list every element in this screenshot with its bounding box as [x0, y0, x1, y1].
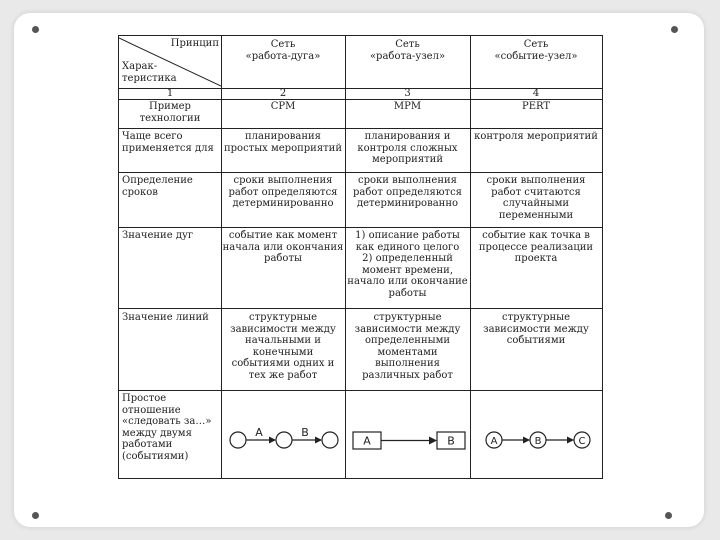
- diagram-activity-on-node: [345, 390, 470, 478]
- arc-label-b: B: [301, 426, 309, 439]
- arrow-head-icon: [429, 437, 437, 445]
- row-example-label: Пример технологии: [139, 101, 201, 124]
- row-arcs-label: Значение дуг: [122, 230, 194, 241]
- comparison-table: [118, 35, 603, 479]
- arc-label-a: A: [255, 426, 263, 439]
- arrow-head-icon: [315, 437, 322, 444]
- row-timing-c3: сроки выполнения работ считаются случайными переменными: [486, 175, 586, 221]
- arrow-head-icon: [269, 437, 276, 444]
- row-timing-c1: сроки выполнения работ определяются детерминированно: [228, 175, 338, 209]
- row-usage-c3: контроля мероприятий: [474, 131, 598, 142]
- row-example-c1: CPM: [270, 101, 296, 112]
- corner-dot-bottom-left-icon: [32, 512, 39, 519]
- row-usage-c1: планирования простых мероприятий: [223, 131, 343, 154]
- row-arcs-c1: событие как момент начала или окончания работы: [222, 230, 344, 264]
- col2-title: Сеть «работа-узел»: [369, 39, 446, 62]
- col-number-1: 1: [166, 88, 174, 99]
- row-example-c2: MPM: [393, 101, 422, 112]
- event-node: [322, 432, 338, 448]
- row-lines-c1: структурные зависимости между начальными и конечными событиями одних и тех же работ: [230, 312, 336, 381]
- diagram-event-on-node: [470, 390, 602, 478]
- row-relation-label: Простое отношение «следовать за…» между двумя работами (событиями): [122, 393, 212, 462]
- row-arcs-c2: 1) описание работы как единого целого 2) определенный момент времени, начало или окончание работы: [347, 230, 468, 299]
- row-usage-c2: планирования и контроля сложных мероприятий: [357, 131, 458, 165]
- row-lines-label: Значение линий: [122, 312, 209, 323]
- event-node: [230, 432, 246, 448]
- node-label-a: A: [363, 434, 371, 448]
- row-usage-label: Чаще всего применяется для: [122, 131, 214, 154]
- row-lines-c2: структурные зависимости между определенными моментами выполнения различных работ: [354, 312, 461, 381]
- row-arcs-c3: событие как точка в процессе реализации проекта: [478, 230, 594, 264]
- event-node: [276, 432, 292, 448]
- corner-dot-top-right-icon: [671, 26, 678, 33]
- corner-dot-top-left-icon: [32, 26, 39, 33]
- arrow-head-icon: [523, 437, 530, 444]
- event-label-b: B: [534, 436, 542, 447]
- event-label-a: A: [490, 436, 498, 447]
- col-number-4: 4: [532, 88, 540, 99]
- col-number-2: 2: [279, 88, 287, 99]
- arrow-head-icon: [567, 437, 574, 444]
- header-principle: Принцип: [170, 38, 219, 49]
- col1-title: Сеть «работа-дуга»: [245, 39, 321, 62]
- row-timing-c2: сроки выполнения работ определяются детерминированно: [352, 175, 462, 209]
- node-label-b: B: [447, 434, 455, 448]
- row-timing-label: Определение сроков: [122, 175, 193, 198]
- col3-title: Сеть «событие-узел»: [494, 39, 578, 62]
- row-lines-c3: структурные зависимости между событиями: [483, 312, 589, 346]
- col-number-3: 3: [404, 88, 411, 99]
- header-characteristic: Харак- теристика: [122, 61, 177, 84]
- corner-dot-bottom-right-icon: [665, 512, 672, 519]
- row-example-c3: PERT: [521, 101, 551, 112]
- event-label-c: C: [578, 436, 586, 447]
- diagram-activity-on-arc: [221, 390, 345, 478]
